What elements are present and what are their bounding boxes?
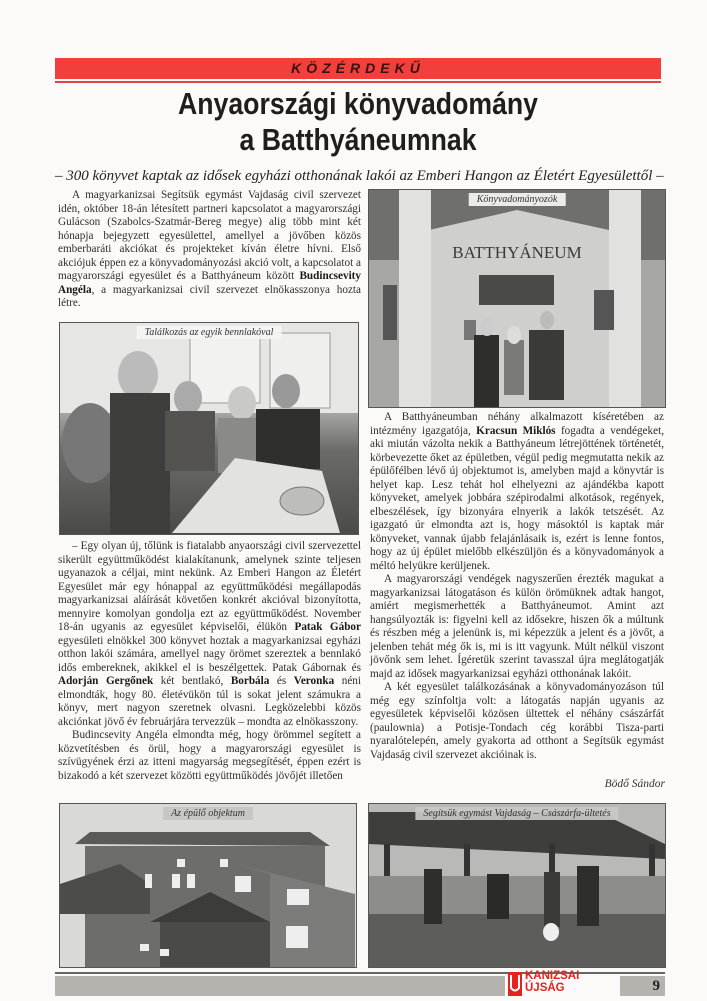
- banner-rule: [55, 81, 661, 83]
- paragraph: Budincsevity Angéla elmondta még, hogy örömmel segített a közvetítésben és örül, hogy a magyarországi egyesület is szívügyének érzi az itteni magyarság megsegítését, éppen ezért is bizakodó a két szervezet közötti együttműködés jövőjét illetően: [58, 729, 361, 782]
- construction-site-image: [60, 804, 356, 967]
- page-number: 9: [652, 978, 660, 994]
- paragraph: A magyarkanizsai Segítsük egymást Vajdaság civil szervezet idén, október 18-án létesített partneri kapcsolatot a magyarországi Gulácson (Szabolcs-Szatmár-Bereg megye) alig több mint két hónapja bejegyzett egyesülettel, amellyel a jövőben közös emberbaráti akciókat és projekteket kíván életre hívni. Első akciójuk éppen ez a könyvadományozási akció volt, a kapcsolatot a magyarországi egyesület és a Batthyáneum között Budincsevity Angéla, a magyarkanizsai civil szervezet elnökasszonya hozta létre.: [58, 189, 361, 309]
- logo-line-2: ÚJSÁG: [525, 982, 565, 994]
- photo-meeting: [59, 322, 359, 535]
- author-signature: Bödő Sándor: [604, 778, 665, 790]
- people-at-table-image: [60, 323, 358, 534]
- footer-band: [55, 976, 505, 996]
- photo-caption: Az épülő objektum: [163, 807, 253, 820]
- headline: [97, 86, 618, 158]
- right-column-text: [370, 411, 664, 762]
- left-column-top: [58, 189, 361, 311]
- paragraph: A két egyesület találkozásának a könyvadományozáson túl még egy színfoltja volt: a látogatás napján ugyanis az egyesületek képviselői közösen ültettek el néhány császárfát (paulownia) a Potisje-Tondach cég korábbi Tisza-parti nyaralótelepén, amely gyakorta ad otthont a Segítsük egymást Vajdaság civil szervezet akcióinak is.: [370, 681, 664, 761]
- photo-donors: [368, 189, 666, 408]
- photo-caption: Találkozás az egyik bennlakóval: [137, 326, 282, 339]
- photo-caption: Könyvadományozók: [469, 193, 566, 206]
- section-label: KÖZÉRDEKŰ: [291, 60, 425, 76]
- subheadline: – 300 könyvet kaptak az idősek egyházi otthonának lakói az Emberi Hangon az Életért Egyesülettől –: [55, 168, 664, 184]
- photo-building: [59, 803, 357, 968]
- left-column-bottom: [58, 540, 361, 783]
- paragraph: A Batthyáneumban néhány alkalmazott kíséretében az intézmény igazgatója, Kracsun Miklós fogadta a vendégeket, aki miután vázolta nekik a Batthyáneum létrejöttének történetét, körbevezette őket az épületben, végül pedig megmutatta nekik az épülőfélben lévő új objektumot is, amelyben majd a könyvtár is helyet kap. Lesz tehát hol elhelyezni az ajándékba kapott könyveket, amelyek jobbára szépirodalmi alkotások, regények, elbeszélések, így bizonyára elnyerik a lakók tetszését. Az igazgató úr elmondta azt is, hogy másoktól is kaptak már könyveket, vannak újabb felajánlásaik is, ezért is lenne fontos, hogy az új épület mielőbb elkészüljön és a könyvadományok a méltó helyükre kerüljenek.: [370, 411, 664, 572]
- logo-line-1: KANIZSAI: [525, 970, 580, 982]
- tree-planting-image: [369, 804, 665, 967]
- headline-line-2: a Batthyáneumnak: [239, 122, 477, 157]
- section-banner: [55, 58, 661, 79]
- paragraph: – Egy olyan új, tőlünk is fiatalabb anyaországi civil szervezettel sikerült együttműködést kialakítanunk, amelynek szinte teljesen ugyanazok a céljai, mint nekünk. Az Emberi Hangon az Életért Egyesület már egy hónappal az együttműködési megállapodás magyarkanizsai aláírását követően konkrét akcióval bizonyította, mennyire komolyan gondolja ezt az együttműködést. November 18-án ugyanis az egyesület képviselői, élükön Patak Gábor egyesületi elnökkel 300 könyvet hoztak a magyarkanizsai egyházi otthon lakói számára, amellyel nagy örömet szereztek a bennlakó idős embereknek, akikkel el is beszélgettek. Patak Gábornak és Adorján Gergőnek két bentlakó, Borbála és Veronka néni elmondták, hogy 80. életévükön túl is sokat jelent számukra a könyv, mert nagyon szeretnek olvasni. Legközelebbi közös akciónkat jövő év februárjára tervezzük – mondta az elnökasszony.: [58, 540, 361, 728]
- photo-planting: [368, 803, 666, 968]
- newspaper-logo: [525, 970, 579, 994]
- newspaper-logo-icon: [508, 972, 522, 996]
- sign-text: BATTHYÁNEUM: [452, 243, 582, 262]
- headline-line-1: Anyaországi könyvadomány: [177, 86, 539, 121]
- photo-caption: Segítsük egymást Vajdaság – Császárfa-ültetés: [415, 807, 618, 820]
- building-entrance-image: [369, 190, 665, 407]
- paragraph: A magyarországi vendégek nagyszerűen érezték magukat a magyarkanizsai látogatáson és külön örömüknek adtak hangot, amiért megismerhették a Batthyáneumot. Amint azt hangsúlyozták is: figyelni kell az idősekre, hiszen ők a múltunk és részben még a jelenünk is, mi képezzük a jelent és a jövőt, a jelenben tehát még ők is, mi is itt vagyunk. Múlt nélkül viszont jövőnk sem lehet. Ígéretük szerint tavasszal újra meglátogatják majd az idősek magyarkanizsai egyházi otthonának lakóit.: [370, 573, 664, 680]
